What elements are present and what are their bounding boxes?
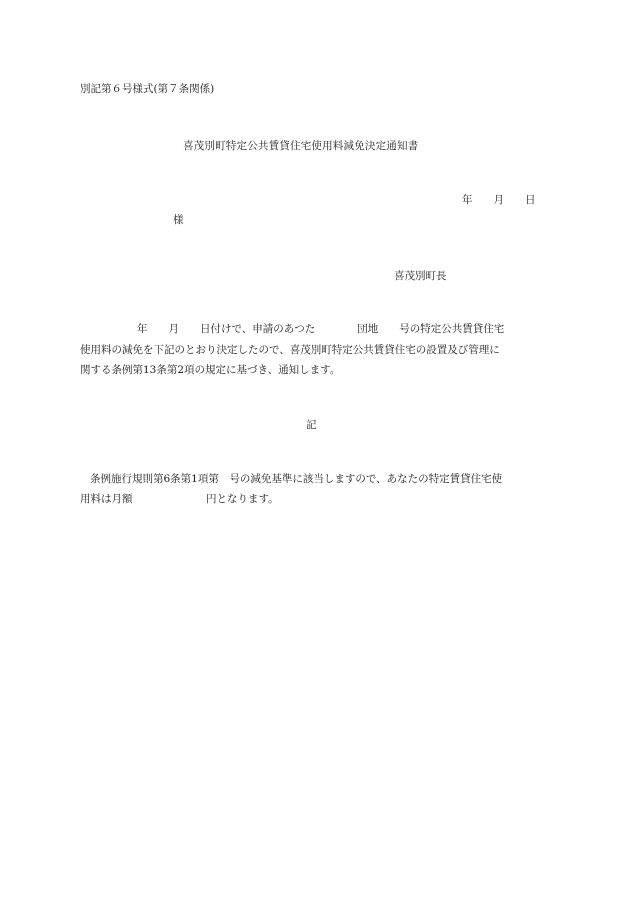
date-line: 年 月 日 <box>462 194 536 206</box>
note-text-line-2: 用料は月額 円となります。 <box>80 493 279 505</box>
body-text-line-1: 年 月 日付けで、申請のあつた 団地 号の特定公共賃貸住宅 <box>137 323 505 335</box>
addressee-honorific: 様 <box>173 214 184 226</box>
document-title: 喜茂別町特定公共賃貸住宅使用料減免決定通知書 <box>183 140 419 152</box>
body-text-line-2: 使用料の減免を下記のとおり決定したので、喜茂別町特定公共賃貸住宅の設置及び管理に <box>80 344 500 356</box>
issuer-name: 喜茂別町長 <box>394 270 447 282</box>
form-label: 別記第６号様式(第７条関係) <box>80 83 215 95</box>
ki-heading: 記 <box>306 419 317 431</box>
body-text-line-3: 関する条例第13条第2項の規定に基づき、通知します。 <box>80 364 341 376</box>
note-text-line-1: 条例施行規則第6条第1項第 号の減免基準に該当しますので、あなたの特定賃貸住宅使 <box>90 473 503 485</box>
